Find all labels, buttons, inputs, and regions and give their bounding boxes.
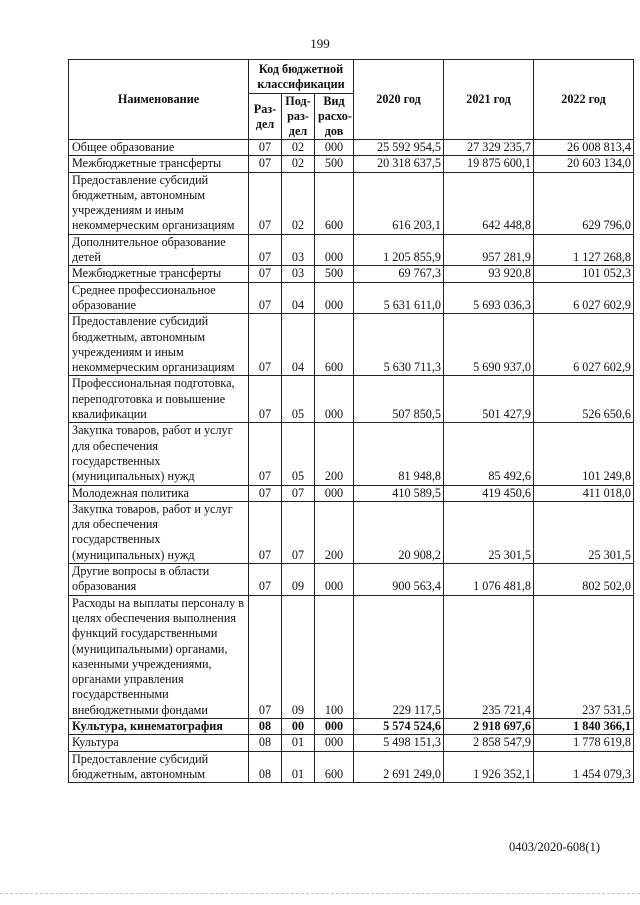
table-row xyxy=(69,156,634,172)
page-number: 199 xyxy=(310,36,330,51)
row-2020-cell: 229 117,5 xyxy=(354,595,444,718)
table-row xyxy=(69,501,634,563)
row-2021-cell: 2 918 697,6 xyxy=(444,718,534,734)
row-2020-cell: 69 767,3 xyxy=(354,266,444,282)
row-2020-cell: 5 574 524,6 xyxy=(354,718,444,734)
row-name-cell: Закупка товаров, работ и услуг для обеспечения государственных (муниципальных) нужд xyxy=(69,423,249,485)
row-section-cell: 07 xyxy=(249,595,282,718)
row-expense-type-cell: 200 xyxy=(315,423,354,485)
row-2021-cell: 235 721,4 xyxy=(444,595,534,718)
row-subsection-cell: 01 xyxy=(282,735,315,751)
row-2022-cell: 1 840 366,1 xyxy=(534,718,634,734)
row-2022-cell: 526 650,6 xyxy=(534,376,634,423)
row-subsection-cell: 09 xyxy=(282,564,315,596)
row-name-cell: Профессиональная подготовка, переподготовка и повышение квалификации xyxy=(69,376,249,423)
row-name-cell: Межбюджетные трансферты xyxy=(69,266,249,282)
row-2021-cell: 419 450,6 xyxy=(444,485,534,501)
row-name-cell: Культура, кинематография xyxy=(69,718,249,734)
row-subsection-cell: 09 xyxy=(282,595,315,718)
row-section-cell: 07 xyxy=(249,156,282,172)
row-2021-cell: 2 858 547,9 xyxy=(444,735,534,751)
row-expense-type-cell: 000 xyxy=(315,718,354,734)
row-2020-cell: 5 630 711,3 xyxy=(354,314,444,376)
row-2022-cell: 629 796,0 xyxy=(534,172,634,234)
row-subsection-cell: 04 xyxy=(282,282,315,314)
row-2020-cell: 507 850,5 xyxy=(354,376,444,423)
row-section-cell: 07 xyxy=(249,314,282,376)
row-2022-cell: 411 018,0 xyxy=(534,485,634,501)
row-expense-type-cell: 000 xyxy=(315,485,354,501)
row-expense-type-cell: 000 xyxy=(315,140,354,156)
row-2020-cell: 25 592 954,5 xyxy=(354,140,444,156)
row-name-cell: Закупка товаров, работ и услуг для обеспечения государственных (муниципальных) нужд xyxy=(69,501,249,563)
row-section-cell: 07 xyxy=(249,266,282,282)
row-expense-type-cell: 000 xyxy=(315,735,354,751)
table-header xyxy=(69,60,634,140)
row-subsection-cell: 04 xyxy=(282,314,315,376)
table-row xyxy=(69,735,634,751)
row-section-cell: 08 xyxy=(249,735,282,751)
row-2022-cell: 1 778 619,8 xyxy=(534,735,634,751)
row-2020-cell: 410 589,5 xyxy=(354,485,444,501)
row-expense-type-cell: 500 xyxy=(315,266,354,282)
row-2021-cell: 27 329 235,7 xyxy=(444,140,534,156)
row-2021-cell: 5 693 036,3 xyxy=(444,282,534,314)
row-2022-cell: 6 027 602,9 xyxy=(534,282,634,314)
row-expense-type-cell: 000 xyxy=(315,282,354,314)
table-row xyxy=(69,282,634,314)
row-name-cell: Предоставление субсидий бюджетным, автономным учреждениям и иным некоммерческим организациям xyxy=(69,314,249,376)
document-code: 0403/2020-608(1) xyxy=(509,840,600,854)
row-name-cell: Другие вопросы в области образования xyxy=(69,564,249,596)
table-row xyxy=(69,423,634,485)
row-name-cell: Общее образование xyxy=(69,140,249,156)
row-2021-cell: 5 690 937,0 xyxy=(444,314,534,376)
row-section-cell: 07 xyxy=(249,234,282,266)
row-2020-cell: 20 318 637,5 xyxy=(354,156,444,172)
row-subsection-cell: 07 xyxy=(282,485,315,501)
table-row xyxy=(69,140,634,156)
row-2020-cell: 20 908,2 xyxy=(354,501,444,563)
budget-table xyxy=(68,59,634,783)
row-expense-type-cell: 100 xyxy=(315,595,354,718)
row-section-cell: 07 xyxy=(249,376,282,423)
row-name-cell: Молодежная политика xyxy=(69,485,249,501)
row-expense-type-cell: 000 xyxy=(315,234,354,266)
header-year-2021: 2021 год xyxy=(444,60,534,140)
row-expense-type-cell: 600 xyxy=(315,314,354,376)
header-year-2022: 2022 год xyxy=(534,60,634,140)
row-section-cell: 07 xyxy=(249,172,282,234)
row-section-cell: 08 xyxy=(249,718,282,734)
header-subsection: Под-раз-дел xyxy=(282,94,315,140)
row-section-cell: 07 xyxy=(249,282,282,314)
row-2022-cell: 802 502,0 xyxy=(534,564,634,596)
row-2022-cell: 20 603 134,0 xyxy=(534,156,634,172)
row-2021-cell: 25 301,5 xyxy=(444,501,534,563)
row-2021-cell: 1 076 481,8 xyxy=(444,564,534,596)
row-2020-cell: 1 205 855,9 xyxy=(354,234,444,266)
row-2022-cell: 26 008 813,4 xyxy=(534,140,634,156)
scan-edge-line xyxy=(0,893,640,894)
header-section: Раз-дел xyxy=(249,94,282,140)
row-name-cell: Предоставление субсидий бюджетным, автономным xyxy=(69,751,249,783)
table-row xyxy=(69,376,634,423)
table-row xyxy=(69,314,634,376)
row-2022-cell: 101 249,8 xyxy=(534,423,634,485)
row-subsection-cell: 03 xyxy=(282,266,315,282)
header-year-2020: 2020 год xyxy=(354,60,444,140)
row-2020-cell: 5 498 151,3 xyxy=(354,735,444,751)
row-subsection-cell: 02 xyxy=(282,140,315,156)
row-2021-cell: 19 875 600,1 xyxy=(444,156,534,172)
table-body xyxy=(69,140,634,783)
row-subsection-cell: 05 xyxy=(282,423,315,485)
row-2021-cell: 957 281,9 xyxy=(444,234,534,266)
row-2020-cell: 900 563,4 xyxy=(354,564,444,596)
row-expense-type-cell: 000 xyxy=(315,564,354,596)
row-2022-cell: 237 531,5 xyxy=(534,595,634,718)
table-row xyxy=(69,485,634,501)
row-2022-cell: 1 454 079,3 xyxy=(534,751,634,783)
row-2020-cell: 2 691 249,0 xyxy=(354,751,444,783)
row-name-cell: Предоставление субсидий бюджетным, автономным учреждениям и иным некоммерческим организациям xyxy=(69,172,249,234)
row-subsection-cell: 02 xyxy=(282,156,315,172)
row-2020-cell: 616 203,1 xyxy=(354,172,444,234)
table-row xyxy=(69,172,634,234)
row-2022-cell: 1 127 268,8 xyxy=(534,234,634,266)
row-expense-type-cell: 600 xyxy=(315,751,354,783)
row-expense-type-cell: 000 xyxy=(315,376,354,423)
row-name-cell: Среднее профессиональное образование xyxy=(69,282,249,314)
table-row xyxy=(69,234,634,266)
row-2022-cell: 25 301,5 xyxy=(534,501,634,563)
row-section-cell: 07 xyxy=(249,140,282,156)
table-row xyxy=(69,751,634,783)
row-section-cell: 08 xyxy=(249,751,282,783)
row-2020-cell: 81 948,8 xyxy=(354,423,444,485)
row-subsection-cell: 01 xyxy=(282,751,315,783)
row-2021-cell: 642 448,8 xyxy=(444,172,534,234)
row-name-cell: Межбюджетные трансферты xyxy=(69,156,249,172)
table-row xyxy=(69,266,634,282)
row-name-cell: Культура xyxy=(69,735,249,751)
row-section-cell: 07 xyxy=(249,564,282,596)
table-row xyxy=(69,595,634,718)
row-name-cell: Расходы на выплаты персоналу в целях обеспечения выполнения функций государственными (муниципальными) органами, казенными учреждениями, органами управления государственными внебюджетными фондами xyxy=(69,595,249,718)
row-subsection-cell: 05 xyxy=(282,376,315,423)
row-section-cell: 07 xyxy=(249,501,282,563)
header-expense-type: Вид расхо-дов xyxy=(315,94,354,140)
row-subsection-cell: 03 xyxy=(282,234,315,266)
header-name: Наименование xyxy=(69,60,249,140)
table-row xyxy=(69,718,634,734)
row-2021-cell: 85 492,6 xyxy=(444,423,534,485)
row-2022-cell: 6 027 602,9 xyxy=(534,314,634,376)
row-2021-cell: 501 427,9 xyxy=(444,376,534,423)
row-2022-cell: 101 052,3 xyxy=(534,266,634,282)
row-2021-cell: 93 920,8 xyxy=(444,266,534,282)
row-section-cell: 07 xyxy=(249,423,282,485)
header-code-group: Код бюджетной классификации xyxy=(249,60,354,94)
row-subsection-cell: 02 xyxy=(282,172,315,234)
row-expense-type-cell: 200 xyxy=(315,501,354,563)
row-expense-type-cell: 500 xyxy=(315,156,354,172)
row-subsection-cell: 00 xyxy=(282,718,315,734)
row-expense-type-cell: 600 xyxy=(315,172,354,234)
row-name-cell: Дополнительное образование детей xyxy=(69,234,249,266)
table-row xyxy=(69,564,634,596)
row-2021-cell: 1 926 352,1 xyxy=(444,751,534,783)
row-subsection-cell: 07 xyxy=(282,501,315,563)
row-section-cell: 07 xyxy=(249,485,282,501)
row-2020-cell: 5 631 611,0 xyxy=(354,282,444,314)
